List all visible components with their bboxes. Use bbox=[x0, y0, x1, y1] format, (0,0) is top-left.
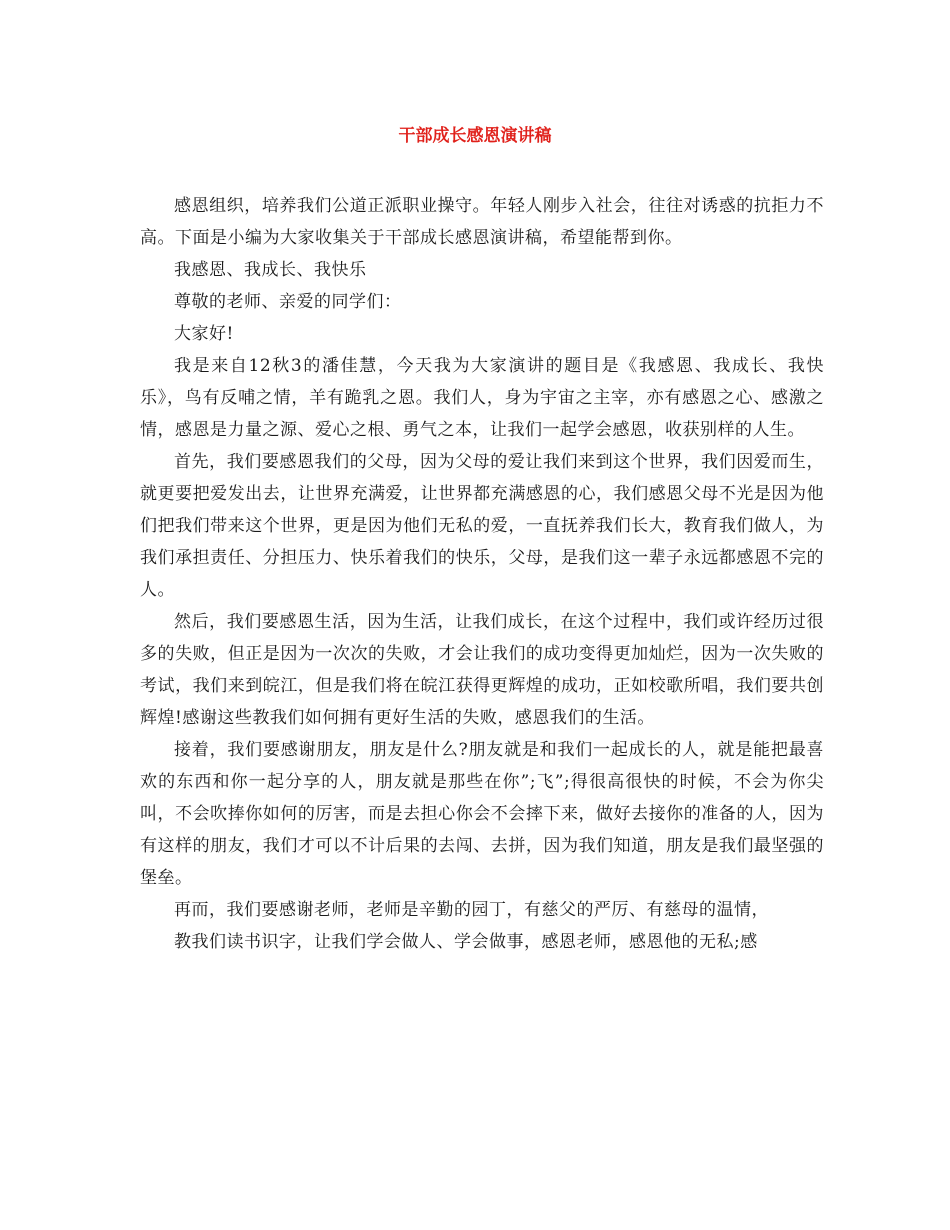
document-body bbox=[140, 190, 824, 958]
paragraph-friends: 接着，我们要感谢朋友，朋友是什么?朋友就是和我们一起成长的人，就是能把最喜欢的东西和你一起分享的人，朋友就是那些在你”;飞”;得很高很快的时候，不会为你尖叫，不会吹捧你如何的厉害，而是去担心你会不会摔下来，做好去接你的准备的人，因为有这样的朋友，我们才可以不计后果的去闯、去拼，因为我们知道，朋友是我们最坚强的堡垒。 bbox=[140, 740, 824, 888]
paragraph-speech-title: 我感恩、我成长、我快乐 bbox=[174, 260, 367, 280]
paragraph-teachers: 再而，我们要感谢老师，老师是辛勤的园丁，有慈父的严厉、有慈母的温情， bbox=[174, 900, 769, 920]
paragraph-teachers-continued: 教我们读书识字，让我们学会做人、学会做事，感恩老师，感恩他的无私;感 bbox=[174, 932, 758, 952]
paragraph-greeting: 大家好! bbox=[174, 324, 234, 344]
paragraph-life: 然后，我们要感恩生活，因为生活，让我们成长，在这个过程中，我们或许经历过很多的失败，但正是因为一次次的失败，才会让我们的成功变得更加灿烂，因为一次失败的考试，我们来到皖江，但是我们将在皖江获得更辉煌的成功，正如校歌所唱，我们要共创辉煌!感谢这些教我们如何拥有更好生活的失败，感恩我们的生活。 bbox=[140, 612, 824, 728]
paragraph-self-introduction: 我是来自12秋3的潘佳慧，今天我为大家演讲的题目是《我感恩、我成长、我快乐》，鸟有反哺之情，羊有跪乳之恩。我们人，身为宇宙之主宰，亦有感恩之心、感激之情，感恩是力量之源、爱心之根、勇气之本，让我们一起学会感恩，收获别样的人生。 bbox=[140, 356, 824, 440]
paragraph-parents: 首先，我们要感恩我们的父母，因为父母的爱让我们来到这个世界，我们因爱而生，就更要把爱发出去，让世界充满爱，让世界都充满感恩的心，我们感恩父母不光是因为他们把我们带来这个世界，更是因为他们无私的爱，一直抚养我们长大，教育我们做人，为我们承担责任、分担压力、快乐着我们的快乐，父母，是我们这一辈子永远都感恩不完的人。 bbox=[140, 452, 824, 600]
document-title: 干部成长感恩演讲稿 bbox=[398, 126, 552, 146]
paragraph-intro: 感恩组织，培养我们公道正派职业操守。年轻人刚步入社会，往往对诱惑的抗拒力不高。下面是小编为大家收集关于干部成长感恩演讲稿，希望能帮到你。 bbox=[140, 196, 824, 248]
paragraph-salutation: 尊敬的老师、亲爱的同学们： bbox=[174, 292, 402, 312]
